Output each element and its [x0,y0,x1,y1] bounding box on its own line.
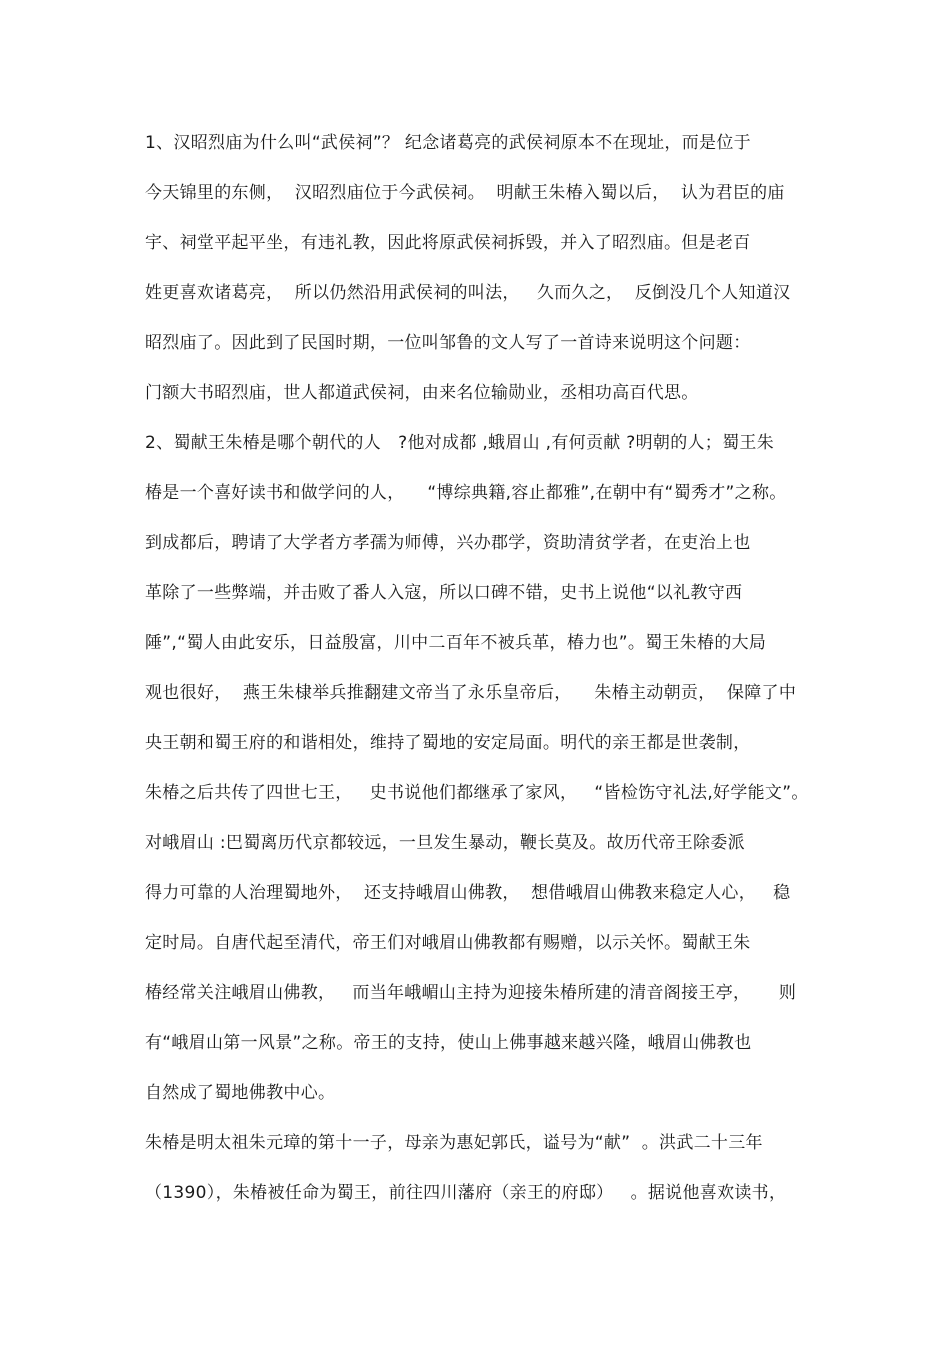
text-line: 革除了一些弊端，并击败了番人入寇，所以口碑不错，史书上说他“以礼教守西 [145,583,743,603]
text-line: 昭烈庙了。因此到了民国时期，一位叫邹鲁的文人写了一首诗来说明这个问题： [145,333,751,353]
text-line: 陲”,“蜀人由此安乐，日益殷富，川中二百年不被兵革，椿力也”。蜀王朱椿的大局 [145,633,767,653]
text-line: 姓更喜欢诸葛亮， 所以仍然沿用武侯祠的叫法， 久而久之， 反倒没几个人知道汉 [145,283,791,303]
text-line: 今天锦里的东侧， 汉昭烈庙位于今武侯祠。 明献王朱椿入蜀以后， 认为君臣的庙 [145,183,785,203]
text-line: 椿是一个喜好读书和做学问的人， “博综典籍,容止都雅”,在朝中有“蜀秀才”之称。 [145,483,787,503]
text-line: 得力可靠的人治理蜀地外， 还支持峨眉山佛教， 想借峨眉山佛教来稳定人心， 稳 [145,883,791,903]
text-line: 有“峨眉山第一风景”之称。帝王的支持，使山上佛事越来越兴隆，峨眉山佛教也 [145,1033,752,1053]
text-line: 宇、祠堂平起平坐，有违礼教，因此将原武侯祠拆毁，并入了昭烈庙。但是老百 [145,233,751,253]
text-line: 2、蜀献王朱椿是哪个朝代的人 ?他对成都 ,蛾眉山 ,有何贡献 ?明朝的人；蜀王朱 [145,433,774,453]
text-line: 定时局。自唐代起至清代，帝王们对峨眉山佛教都有赐赠，以示关怀。蜀献王朱 [145,933,751,953]
text-line: 朱椿之后共传了四世七王， 史书说他们都继承了家风， “皆检饬守礼法,好学能文”。 [145,783,809,803]
text-line: 观也很好， 燕王朱棣举兵推翻建文帝当了永乐皇帝后， 朱椿主动朝贡， 保障了中 [145,683,797,703]
text-line: （1390），朱椿被任命为蜀王，前往四川藩府（亲王的府邸） 。据说他喜欢读书， [145,1183,787,1203]
text-line: 1、汉昭烈庙为什么叫“武侯祠”？ 纪念诸葛亮的武侯祠原本不在现址，而是位于 [145,133,751,153]
text-line: 自然成了蜀地佛教中心。 [145,1083,336,1103]
text-line: 椿经常关注峨眉山佛教， 而当年峨嵋山主持为迎接朱椿所建的清音阁接王亭， 则 [145,983,797,1003]
text-line: 到成都后，聘请了大学者方孝孺为师傅，兴办郡学，资助清贫学者，在吏治上也 [145,533,751,553]
text-line: 门额大书昭烈庙，世人都道武侯祠，由来名位输勋业，丞相功高百代思。 [145,383,699,403]
text-line: 朱椿是明太祖朱元璋的第十一子，母亲为惠妃郭氏，谥号为“献” 。洪武二十三年 [145,1133,763,1153]
text-line: 央王朝和蜀王府的和谐相处，维持了蜀地的安定局面。明代的亲王都是世袭制， [145,733,751,753]
text-line: 对峨眉山 :巴蜀离历代京都较远，一旦发生暴动，鞭长莫及。故历代帝王除委派 [145,833,745,853]
